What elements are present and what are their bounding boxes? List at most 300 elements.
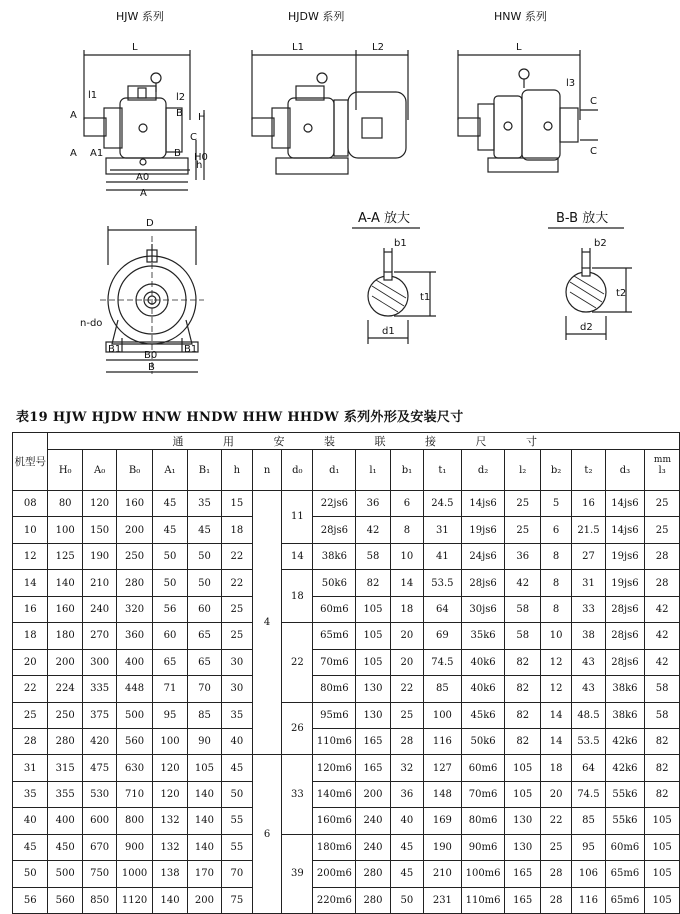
- table-cell: 50: [188, 543, 221, 569]
- bb-label: t2: [616, 288, 627, 299]
- table-cell: 22: [221, 543, 252, 569]
- table-row: [13, 676, 680, 702]
- table-row: [13, 491, 680, 517]
- table-cell: 82: [505, 728, 540, 754]
- table-cell: 30: [221, 649, 252, 675]
- table-cell: 105: [356, 623, 390, 649]
- table-cell: 28js6: [461, 570, 505, 596]
- table-cell: 28: [540, 861, 571, 887]
- table-cell: 500: [48, 861, 82, 887]
- table-cell: 80: [48, 491, 82, 517]
- table-cell: 180m6: [313, 834, 356, 860]
- table-cell: 74.5: [424, 649, 462, 675]
- table-cell: 169: [424, 808, 462, 834]
- table-cell: 130: [505, 834, 540, 860]
- model-cell: 56: [13, 887, 48, 913]
- model-cell: 10: [13, 517, 48, 543]
- table-cell: 41: [424, 543, 462, 569]
- table-cell: 65m6: [605, 861, 645, 887]
- column-header: d₂: [461, 450, 505, 491]
- hnw-label: L: [516, 42, 522, 53]
- table-cell: 55: [221, 808, 252, 834]
- table-cell: 180: [48, 623, 82, 649]
- table-row: [13, 887, 680, 913]
- table-cell: 12: [540, 676, 571, 702]
- d0-cell: 39: [282, 834, 313, 913]
- table-row: [13, 861, 680, 887]
- table-cell: 60: [152, 623, 187, 649]
- column-header: t₂: [572, 450, 605, 491]
- column-header: b₂: [540, 450, 571, 491]
- table-cell: 140m6: [313, 781, 356, 807]
- table-cell: 64: [572, 755, 605, 781]
- table-cell: 70m6: [313, 649, 356, 675]
- table-cell: 28: [390, 728, 423, 754]
- aa-label: d1: [382, 326, 395, 337]
- table-cell: 750: [82, 861, 116, 887]
- table-cell: 670: [82, 834, 116, 860]
- table-cell: 82: [505, 649, 540, 675]
- front-label: B1: [184, 344, 198, 355]
- column-header: A₁: [152, 450, 187, 491]
- table-cell: 148: [424, 781, 462, 807]
- table-cell: 20: [390, 649, 423, 675]
- column-header: B₁: [188, 450, 221, 491]
- table-cell: 140: [188, 808, 221, 834]
- table-cell: 22: [540, 808, 571, 834]
- front-label: B0: [144, 350, 158, 361]
- table-row: [13, 808, 680, 834]
- table-cell: 65: [188, 623, 221, 649]
- hnw-label: C: [590, 96, 597, 107]
- table-cell: 38: [572, 623, 605, 649]
- table-cell: 14js6: [605, 517, 645, 543]
- column-header: n: [252, 450, 281, 491]
- table-cell: 200: [356, 781, 390, 807]
- table-row: [13, 834, 680, 860]
- table-cell: 60m6: [461, 755, 505, 781]
- table-cell: 55: [221, 834, 252, 860]
- table-cell: 40: [390, 808, 423, 834]
- table-cell: 85: [188, 702, 221, 728]
- front-label: B1: [108, 344, 122, 355]
- table-cell: 80m6: [313, 676, 356, 702]
- hjw-label: h: [196, 160, 203, 171]
- table-cell: 14: [390, 570, 423, 596]
- table-cell: 38k6: [605, 702, 645, 728]
- table-cell: 82: [645, 728, 680, 754]
- model-cell: 20: [13, 649, 48, 675]
- table-cell: 75: [221, 887, 252, 913]
- table-cell: 125: [48, 543, 82, 569]
- model-header: 机型号: [13, 433, 48, 491]
- hjdw-label: L1: [292, 42, 304, 53]
- table-cell: 1000: [117, 861, 152, 887]
- d0-cell: 11: [282, 491, 313, 544]
- table-cell: 85: [572, 808, 605, 834]
- table-cell: 10: [540, 623, 571, 649]
- column-header: d₁: [313, 450, 356, 491]
- table-cell: 800: [117, 808, 152, 834]
- hjw-label: A: [70, 148, 77, 159]
- model-cell: 40: [13, 808, 48, 834]
- model-cell: 35: [13, 781, 48, 807]
- table-cell: 85: [424, 676, 462, 702]
- table-cell: 45: [152, 491, 187, 517]
- table-row: [13, 649, 680, 675]
- table-cell: 22: [221, 570, 252, 596]
- column-header: t₁: [424, 450, 462, 491]
- table-cell: 25: [505, 517, 540, 543]
- table-cell: 50k6: [313, 570, 356, 596]
- drawings: [0, 0, 680, 405]
- model-cell: 28: [13, 728, 48, 754]
- table-cell: 30js6: [461, 596, 505, 622]
- table-cell: 132: [152, 808, 187, 834]
- table-cell: 50: [390, 887, 423, 913]
- model-cell: 08: [13, 491, 48, 517]
- table-cell: 448: [117, 676, 152, 702]
- column-header: d₀: [282, 450, 313, 491]
- table-cell: 28: [645, 543, 680, 569]
- table-cell: 240: [356, 834, 390, 860]
- table-cell: 53.5: [424, 570, 462, 596]
- table-cell: 43: [572, 649, 605, 675]
- hjw-label: l1: [88, 90, 98, 101]
- table-cell: 25: [221, 623, 252, 649]
- table-cell: 450: [48, 834, 82, 860]
- front-label: B: [148, 362, 155, 373]
- table-cell: 250: [117, 543, 152, 569]
- table-cell: 116: [424, 728, 462, 754]
- table-cell: 600: [82, 808, 116, 834]
- d0-cell: 18: [282, 570, 313, 623]
- table-cell: 36: [356, 491, 390, 517]
- table-cell: 65m6: [605, 887, 645, 913]
- table-cell: 42: [645, 623, 680, 649]
- table-cell: 58: [505, 623, 540, 649]
- hjw-label: L: [132, 42, 138, 53]
- table-cell: 60m6: [605, 834, 645, 860]
- table-cell: 165: [505, 887, 540, 913]
- table-cell: 25: [390, 702, 423, 728]
- hjdw-series-title: HJDW 系列: [288, 10, 345, 23]
- table-cell: 28js6: [605, 649, 645, 675]
- table-cell: 50: [152, 570, 187, 596]
- table-cell: 8: [390, 517, 423, 543]
- table-cell: 95m6: [313, 702, 356, 728]
- table-row: [13, 596, 680, 622]
- table-cell: 28js6: [605, 596, 645, 622]
- bb-label: d2: [580, 322, 593, 333]
- table-cell: 240: [356, 808, 390, 834]
- table-cell: 45: [221, 755, 252, 781]
- hjw-label: l2: [176, 92, 186, 103]
- table-cell: 100m6: [461, 861, 505, 887]
- table-cell: 58: [645, 676, 680, 702]
- table-cell: 28js6: [313, 517, 356, 543]
- table-cell: 25: [645, 517, 680, 543]
- table-cell: 18: [540, 755, 571, 781]
- table-cell: 475: [82, 755, 116, 781]
- table-cell: 200: [48, 649, 82, 675]
- column-header: b₁: [390, 450, 423, 491]
- table-cell: 270: [82, 623, 116, 649]
- table-cell: 14js6: [605, 491, 645, 517]
- table-cell: 105: [645, 834, 680, 860]
- table-cell: 224: [48, 676, 82, 702]
- table-cell: 105: [645, 861, 680, 887]
- table-cell: 130: [505, 808, 540, 834]
- table-cell: 90m6: [461, 834, 505, 860]
- unit-label: mm: [653, 455, 671, 465]
- table-cell: 900: [117, 834, 152, 860]
- table-cell: 200m6: [313, 861, 356, 887]
- table-cell: 82: [356, 570, 390, 596]
- column-header: l₂: [505, 450, 540, 491]
- table-cell: 320: [117, 596, 152, 622]
- d0-cell: 22: [282, 623, 313, 702]
- table-cell: 280: [356, 887, 390, 913]
- table-cell: 31: [424, 517, 462, 543]
- d0-cell: 14: [282, 543, 313, 569]
- hjw-side-view: [84, 50, 204, 190]
- table-cell: 36: [505, 543, 540, 569]
- n-cell: 4: [252, 491, 281, 755]
- table-cell: 140: [188, 834, 221, 860]
- model-cell: 16: [13, 596, 48, 622]
- table-cell: 18: [390, 596, 423, 622]
- table-cell: 14js6: [461, 491, 505, 517]
- table-caption: 表19 HJW HJDW HNW HNDW HHW HHDW 系列外形及安装尺寸: [16, 410, 464, 425]
- hnw-series-title: HNW 系列: [494, 10, 547, 23]
- bb-label: b2: [594, 238, 607, 249]
- table-cell: 19js6: [461, 517, 505, 543]
- table-cell: 80m6: [461, 808, 505, 834]
- table-row: [13, 702, 680, 728]
- table-cell: 140: [152, 887, 187, 913]
- table-cell: 12: [540, 649, 571, 675]
- front-label: n-do: [80, 318, 103, 329]
- table-cell: 170: [188, 861, 221, 887]
- table-cell: 65: [152, 649, 187, 675]
- table-cell: 42k6: [605, 755, 645, 781]
- table-cell: 38k6: [605, 676, 645, 702]
- table-cell: 19js6: [605, 570, 645, 596]
- table-cell: 25: [645, 491, 680, 517]
- table-cell: 58: [645, 702, 680, 728]
- table-cell: 95: [572, 834, 605, 860]
- aa-label: t1: [420, 292, 431, 303]
- table-cell: 105: [188, 755, 221, 781]
- table-cell: 335: [82, 676, 116, 702]
- table-cell: 190: [424, 834, 462, 860]
- table-cell: 50: [221, 781, 252, 807]
- table-cell: 42: [356, 517, 390, 543]
- table-cell: 28: [645, 570, 680, 596]
- table-cell: 165: [356, 755, 390, 781]
- table-cell: 58: [505, 596, 540, 622]
- table-cell: 42: [505, 570, 540, 596]
- table-cell: 50: [188, 570, 221, 596]
- table-cell: 530: [82, 781, 116, 807]
- column-header: B₀: [117, 450, 152, 491]
- table-cell: 20: [390, 623, 423, 649]
- table-cell: 280: [356, 861, 390, 887]
- table-cell: 55k6: [605, 781, 645, 807]
- hjw-label: B: [174, 148, 181, 159]
- table-cell: 42: [645, 596, 680, 622]
- table-cell: 33: [572, 596, 605, 622]
- table-cell: 82: [505, 676, 540, 702]
- table-cell: 250: [48, 702, 82, 728]
- aa-label: b1: [394, 238, 407, 249]
- dimensions-table: [12, 432, 680, 914]
- table-cell: 82: [645, 755, 680, 781]
- table-cell: 45: [390, 834, 423, 860]
- table-cell: 100: [424, 702, 462, 728]
- table-cell: 70: [221, 861, 252, 887]
- table-cell: 280: [117, 570, 152, 596]
- column-header: l₁: [356, 450, 390, 491]
- table-cell: 106: [572, 861, 605, 887]
- table-cell: 58: [356, 543, 390, 569]
- table-cell: 38k6: [313, 543, 356, 569]
- column-header: l₃: [645, 450, 680, 491]
- table-cell: 53.5: [572, 728, 605, 754]
- table-cell: 500: [117, 702, 152, 728]
- table-cell: 24.5: [424, 491, 462, 517]
- hjw-label: A0: [136, 172, 150, 183]
- n-cell: 6: [252, 755, 281, 914]
- table-cell: 120: [152, 755, 187, 781]
- table-cell: 116: [572, 887, 605, 913]
- table-cell: 82: [645, 781, 680, 807]
- table-cell: 130: [356, 676, 390, 702]
- table-cell: 105: [645, 808, 680, 834]
- hjw-label: B: [176, 108, 183, 119]
- table-cell: 95: [152, 702, 187, 728]
- model-cell: 45: [13, 834, 48, 860]
- hnw-label: C: [590, 146, 597, 157]
- column-header: h: [221, 450, 252, 491]
- table-row: [13, 728, 680, 754]
- table-cell: 35: [188, 491, 221, 517]
- table-cell: 132: [152, 834, 187, 860]
- table-cell: 100: [48, 517, 82, 543]
- table-cell: 20: [540, 781, 571, 807]
- table-cell: 25: [540, 834, 571, 860]
- table-cell: 45k6: [461, 702, 505, 728]
- table-cell: 105: [505, 755, 540, 781]
- table-cell: 27: [572, 543, 605, 569]
- hjw-label: A: [140, 188, 147, 199]
- group-header: [48, 433, 680, 465]
- table-cell: 140: [188, 781, 221, 807]
- table-cell: 120: [82, 491, 116, 517]
- table-cell: 200: [117, 517, 152, 543]
- table-cell: 150: [82, 517, 116, 543]
- table-cell: 42: [645, 649, 680, 675]
- table-cell: 28: [540, 887, 571, 913]
- table-cell: 160: [48, 596, 82, 622]
- table-cell: 231: [424, 887, 462, 913]
- table-cell: 55k6: [605, 808, 645, 834]
- table-cell: 65m6: [313, 623, 356, 649]
- table-cell: 375: [82, 702, 116, 728]
- table-cell: 32: [390, 755, 423, 781]
- column-header: A₀: [82, 450, 116, 491]
- table-cell: 140: [48, 570, 82, 596]
- model-cell: 31: [13, 755, 48, 781]
- table-cell: 8: [540, 570, 571, 596]
- table-cell: 25: [505, 491, 540, 517]
- model-cell: 14: [13, 570, 48, 596]
- table-row: [13, 781, 680, 807]
- table-cell: 18: [221, 517, 252, 543]
- table-cell: 105: [356, 649, 390, 675]
- table-cell: 5: [540, 491, 571, 517]
- table-cell: 560: [48, 887, 82, 913]
- hjw-label: A1: [90, 148, 104, 159]
- table-cell: 8: [540, 543, 571, 569]
- table-cell: 138: [152, 861, 187, 887]
- table-cell: 70m6: [461, 781, 505, 807]
- table-cell: 355: [48, 781, 82, 807]
- table-cell: 160m6: [313, 808, 356, 834]
- table-cell: 220m6: [313, 887, 356, 913]
- table-cell: 69: [424, 623, 462, 649]
- table-cell: 30: [221, 676, 252, 702]
- table-cell: 850: [82, 887, 116, 913]
- table-row: [13, 543, 680, 569]
- table-cell: 70: [188, 676, 221, 702]
- table-cell: 90: [188, 728, 221, 754]
- model-cell: 25: [13, 702, 48, 728]
- table-cell: 56: [152, 596, 187, 622]
- table-cell: 40k6: [461, 676, 505, 702]
- model-cell: 50: [13, 861, 48, 887]
- table-cell: 315: [48, 755, 82, 781]
- table-cell: 45: [390, 861, 423, 887]
- table-cell: 48.5: [572, 702, 605, 728]
- table-cell: 120: [152, 781, 187, 807]
- table-cell: 210: [82, 570, 116, 596]
- table-cell: 190: [82, 543, 116, 569]
- table-cell: 110m6: [461, 887, 505, 913]
- table-cell: 36: [390, 781, 423, 807]
- table-cell: 64: [424, 596, 462, 622]
- table-cell: 16: [572, 491, 605, 517]
- table-cell: 300: [82, 649, 116, 675]
- table-cell: 60m6: [313, 596, 356, 622]
- table-cell: 1120: [117, 887, 152, 913]
- table-row: [13, 570, 680, 596]
- hjw-label: A: [70, 110, 77, 121]
- table-cell: 210: [424, 861, 462, 887]
- table-cell: 50: [152, 543, 187, 569]
- table-cell: 42k6: [605, 728, 645, 754]
- table-cell: 160: [117, 491, 152, 517]
- table-cell: 43: [572, 676, 605, 702]
- table-cell: 200: [188, 887, 221, 913]
- table-cell: 22: [390, 676, 423, 702]
- table-cell: 127: [424, 755, 462, 781]
- table-cell: 105: [356, 596, 390, 622]
- table-cell: 100: [152, 728, 187, 754]
- table-cell: 19js6: [605, 543, 645, 569]
- table-cell: 110m6: [313, 728, 356, 754]
